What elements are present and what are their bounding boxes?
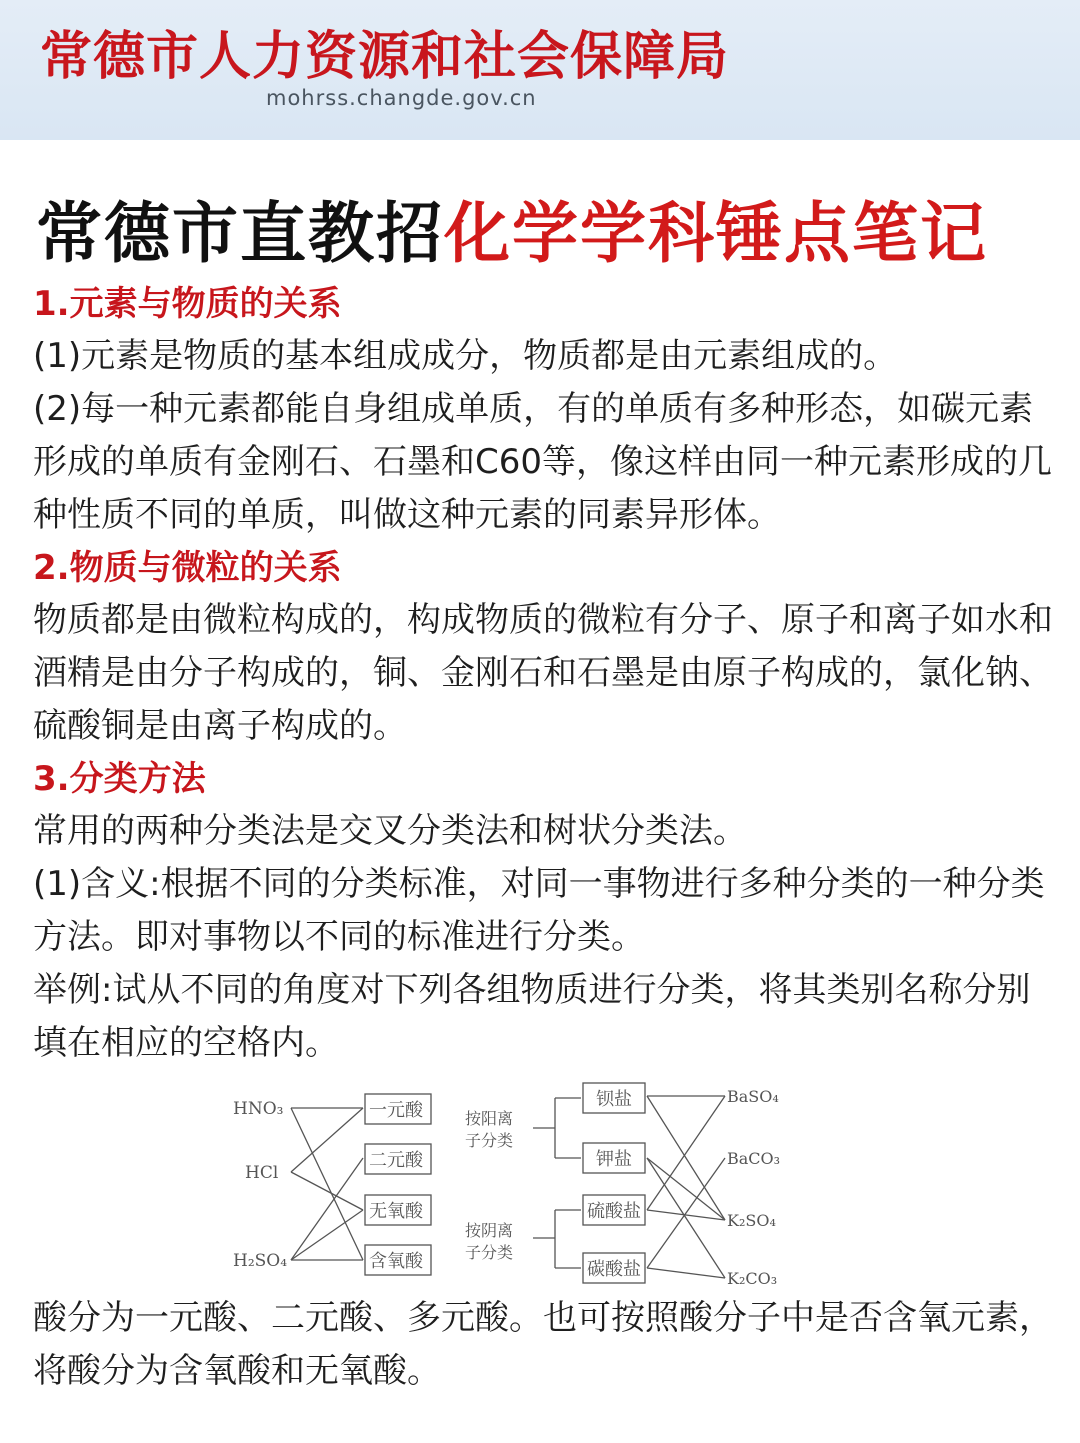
article-body: [33, 278, 1053, 1398]
org-url[interactable]: mohrss.changde.gov.cn: [266, 86, 537, 110]
diagram-svg: [33, 1078, 1053, 1288]
group-label: 按阳离子分类: [465, 1109, 514, 1150]
page-title: [36, 180, 988, 275]
classification-diagram: [33, 1078, 1053, 1288]
paragraph: 常用的两种分类法是交叉分类法和树状分类法。: [33, 811, 747, 851]
paragraph: 酸分为一元酸、二元酸、多元酸。也可按照酸分子中是否含氧元素，将酸分为含氧酸和无氧酸。: [33, 1298, 1053, 1391]
acid-label: H₂SO₄: [233, 1251, 288, 1271]
section-heading: 1.元素与物质的关系: [33, 284, 342, 324]
salt-box-label: 钾盐: [596, 1149, 632, 1170]
salt-label: K₂CO₃: [727, 1269, 778, 1288]
org-name: 常德市人力资源和社会保障局: [40, 27, 730, 87]
acid-label: HNO₃: [233, 1099, 284, 1119]
section-heading: 3.分类方法: [33, 759, 206, 799]
acid-label: HCl: [245, 1163, 279, 1183]
acid-box-label: 含氧酸: [369, 1251, 423, 1272]
salt-box-label: 碳酸盐: [587, 1259, 641, 1280]
salt-box-label: 钡盐: [596, 1089, 632, 1110]
paragraph: 物质都是由微粒构成的，构成物质的微粒有分子、原子和离子如水和酒精是由分子构成的，铜、金刚石和石墨是由原子构成的，氯化钠、硫酸铜是由离子构成的。: [33, 600, 1053, 746]
acid-box-label: 二元酸: [369, 1150, 423, 1171]
acid-box-label: 一元酸: [369, 1100, 423, 1121]
paragraph: (1)含义:根据不同的分类标准，对同一事物进行多种分类的一种分类方法。即对事物以不同的标准进行分类。: [33, 864, 1045, 957]
paragraph: 举例:试从不同的角度对下列各组物质进行分类，将其类别名称分别填在相应的空格内。: [33, 970, 1031, 1063]
salt-box-label: 硫酸盐: [587, 1201, 641, 1222]
salt-label: K₂SO₄: [727, 1211, 776, 1230]
group-label: 按阴离子分类: [465, 1221, 514, 1262]
paragraph: (2)每一种元素都能自身组成单质，有的单质有多种形态，如碳元素形成的单质有金刚石、石墨和C60等，像这样由同一种元素形成的几种性质不同的单质，叫做这种元素的同素异形体。: [33, 389, 1053, 535]
salt-label: BaCO₃: [727, 1149, 781, 1168]
title-part1: 常德市直教招: [36, 194, 444, 272]
paragraph: (1)元素是物质的基本组成成分，物质都是由元素组成的。: [33, 336, 898, 376]
salt-label: BaSO₄: [727, 1087, 779, 1106]
title-part2: 化学学科锤点笔记: [444, 194, 988, 272]
acid-box-label: 无氧酸: [369, 1201, 423, 1222]
section-heading: 2.物质与微粒的关系: [33, 548, 342, 588]
header-banner: [0, 0, 1080, 140]
